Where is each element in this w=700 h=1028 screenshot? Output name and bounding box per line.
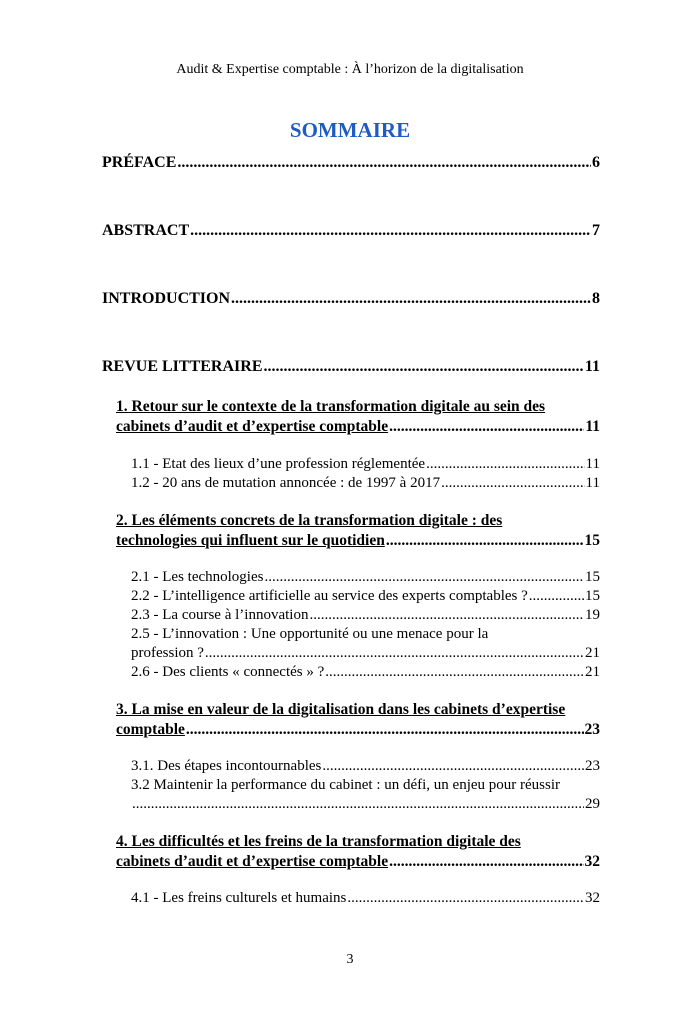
toc-subsection-2-3[interactable]: 2.3 - La course à l’innovation ..... 19 bbox=[131, 607, 600, 624]
toc-section-3-line1[interactable]: 3. La mise en valeur de la digitalisation dans les cabinets d’expertise bbox=[116, 701, 566, 718]
toc-subsection-3-1[interactable]: 3.1. Des étapes incontournables ..... 23 bbox=[131, 758, 600, 775]
running-header: Audit & Expertise comptable : À l’horizon de la digitalisation bbox=[176, 62, 524, 77]
toc-section-4-line1[interactable]: 4. Les difficultés et les freins de la transformation digitale des bbox=[116, 833, 521, 850]
page-title: SOMMAIRE bbox=[289, 118, 411, 142]
toc-subsection-2-1[interactable]: 2.1 - Les technologies ..... 15 bbox=[131, 569, 600, 586]
toc-section-3[interactable]: comptable ..... 23 bbox=[116, 721, 600, 739]
toc-subsection-1-1[interactable]: 1.1 - Etat des lieux d’une profession réglementée ..... 11 bbox=[131, 456, 600, 473]
toc-subsection-2-5[interactable]: profession ? ..... 21 bbox=[131, 645, 600, 662]
toc-subsection-3-2-line1[interactable]: 3.2 Maintenir la performance du cabinet : un défi, un enjeu pour réussir bbox=[131, 777, 561, 793]
toc-subsection-2-5-line1[interactable]: 2.5 - L’innovation : Une opportunité ou une menace pour la bbox=[131, 626, 489, 642]
toc-subsection-1-2[interactable]: 1.2 - 20 ans de mutation annoncée : de 1997 à 2017 ..... 11 bbox=[131, 475, 600, 492]
toc-section-1-line1[interactable]: 1. Retour sur le contexte de la transformation digitale au sein des bbox=[116, 398, 546, 415]
toc-subsection-2-6[interactable]: 2.6 - Des clients « connectés » ? ..... 21 bbox=[131, 664, 600, 681]
page-number: 3 bbox=[346, 952, 354, 967]
toc-subsection-3-2[interactable]: ..... 29 bbox=[131, 796, 600, 813]
toc-section-2-line1[interactable]: 2. Les éléments concrets de la transformation digitale : des bbox=[116, 512, 503, 529]
toc-entry-revue-litteraire[interactable]: REVUE LITTERAIRE ..... 11 bbox=[102, 358, 600, 376]
toc-section-2[interactable]: technologies qui influent sur le quotidien ..... 15 bbox=[116, 532, 600, 550]
toc-entry-preface[interactable]: PRÉFACE ..... 6 bbox=[102, 154, 600, 172]
toc-subsection-4-1[interactable]: 4.1 - Les freins culturels et humains ..... 32 bbox=[131, 890, 600, 907]
toc-entry-abstract[interactable]: ABSTRACT ..... 7 bbox=[102, 222, 600, 240]
toc-section-1[interactable]: cabinets d’audit et d’expertise comptable ..... 11 bbox=[116, 418, 600, 436]
toc-section-4[interactable]: cabinets d’audit et d’expertise comptable ..... 32 bbox=[116, 853, 600, 871]
toc-subsection-2-2[interactable]: 2.2 - L’intelligence artificielle au service des experts comptables ? ..... 15 bbox=[131, 588, 600, 605]
toc-entry-introduction[interactable]: INTRODUCTION ..... 8 bbox=[102, 290, 600, 308]
